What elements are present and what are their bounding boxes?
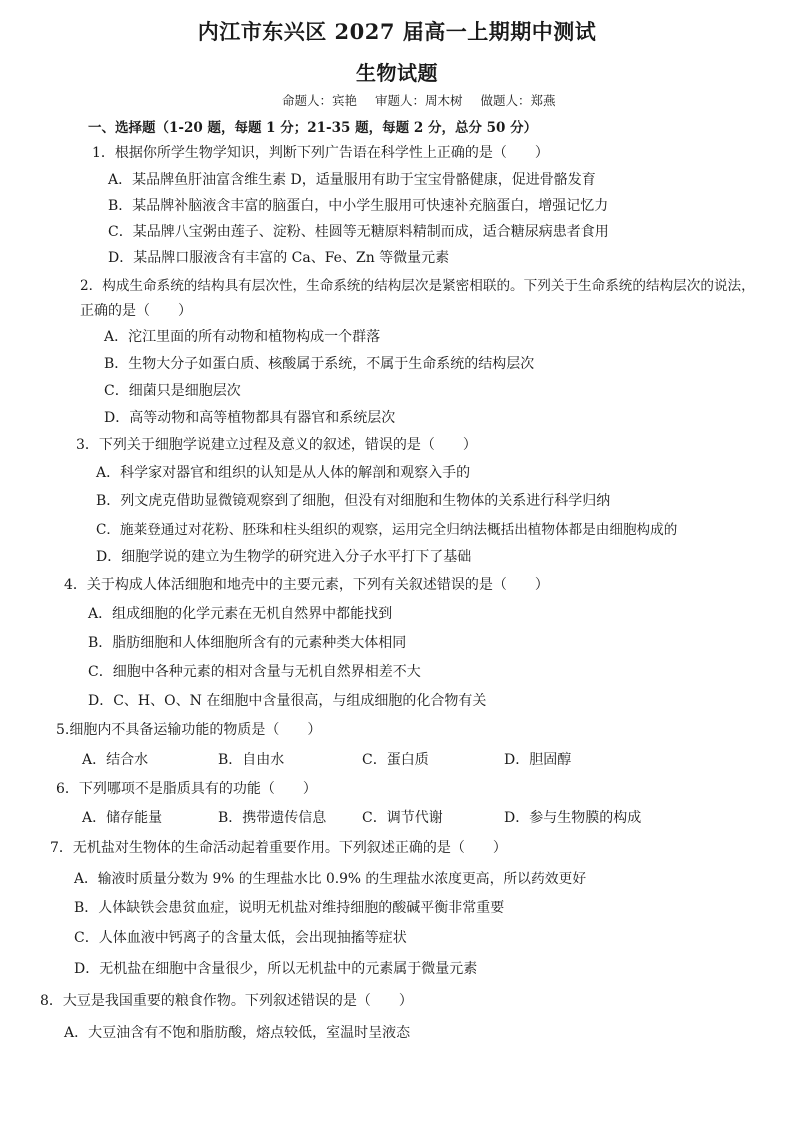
question-7-option-a: A．输液时质量分数为 9% 的生理盐水比 0.9% 的生理盐水浓度更高，所以药效更好 xyxy=(74,871,587,887)
question-6-option-d: D．参与生物膜的构成 xyxy=(504,810,642,826)
section-heading: 一、选择题（1-20 题，每题 1 分；21-35 题，每题 2 分，总分 50 分） xyxy=(88,120,538,136)
question-6-option-a: A．储存能量 xyxy=(82,810,163,826)
question-1-option-d: D．某品牌口服液含有丰富的 Ca、Fe、Zn 等微量元素 xyxy=(108,250,450,266)
question-2-stem: 2．构成生命系统的结构具有层次性，生命系统的结构层次是紧密相联的。下列关于生命系统的结构层次的说法， xyxy=(80,278,755,294)
question-3-stem: 3．下列关于细胞学说建立过程及意义的叙述，错误的是（ ） xyxy=(76,437,477,453)
question-2-stem-continued: 正确的是（ ） xyxy=(80,303,192,319)
question-8-option-a: A．大豆油含有不饱和脂肪酸，熔点较低，室温时呈液态 xyxy=(64,1025,411,1041)
question-7-option-c: C．人体血液中钙离子的含量太低，会出现抽搐等症状 xyxy=(74,930,407,946)
exam-title: 内江市东兴区 2027 届高一上期期中测试 xyxy=(197,19,597,44)
question-4-stem: 4．关于构成人体活细胞和地壳中的主要元素，下列有关叙述错误的是（ ） xyxy=(64,577,549,593)
question-3-option-a: A．科学家对器官和组织的认知是从人体的解剖和观察入手的 xyxy=(96,465,471,481)
question-4-option-d: D．C、H、O、N 在细胞中含量很高，与组成细胞的化合物有关 xyxy=(88,693,487,709)
question-2-option-a: A．沱江里面的所有动物和植物构成一个群落 xyxy=(104,329,381,345)
question-8-stem: 8．大豆是我国重要的粮食作物。下列叙述错误的是（ ） xyxy=(40,993,413,1009)
question-7-option-b: B．人体缺铁会患贫血症，说明无机盐对维持细胞的酸碱平衡非常重要 xyxy=(74,900,505,916)
question-7-option-d: D．无机盐在细胞中含量很少，所以无机盐中的元素属于微量元素 xyxy=(74,961,478,977)
question-1-option-b: B．某品牌补脑液含丰富的脑蛋白，中小学生服用可快速补充脑蛋白，增强记忆力 xyxy=(108,198,609,214)
question-6-option-c: C．调节代谢 xyxy=(362,810,443,826)
author-solver: 做题人：郑燕 xyxy=(480,93,556,108)
question-3-option-c: C．施莱登通过对花粉、胚珠和柱头组织的观察，运用完全归纳法概括出植物体都是由细胞构成的 xyxy=(96,522,678,538)
question-5-option-b: B．自由水 xyxy=(218,752,285,768)
question-5-option-a: A．结合水 xyxy=(82,752,149,768)
question-3-option-d: D．细胞学说的建立为生物学的研究进入分子水平打下了基础 xyxy=(96,549,472,565)
authors-line xyxy=(282,91,570,109)
question-3-option-b: B．列文虎克借助显微镜观察到了细胞，但没有对细胞和生物体的关系进行科学归纳 xyxy=(96,493,611,509)
question-5-stem: 5.细胞内不具备运输功能的物质是（ ） xyxy=(56,722,322,738)
author-reviewer: 审题人：周木树 xyxy=(375,93,463,108)
question-2-option-d: D．高等动物和高等植物都具有器官和系统层次 xyxy=(104,410,396,426)
exam-subtitle: 生物试题 xyxy=(356,61,438,85)
question-4-option-a: A．组成细胞的化学元素在无机自然界中都能找到 xyxy=(88,606,393,622)
question-2-option-b: B．生物大分子如蛋白质、核酸属于系统，不属于生命系统的结构层次 xyxy=(104,356,535,372)
question-1-option-c: C．某品牌八宝粥由莲子、淀粉、桂圆等无糖原料精制而成，适合糖尿病患者食用 xyxy=(108,224,609,240)
question-1-stem: 1．根据你所学生物学知识，判断下列广告语在科学性上正确的是（ ） xyxy=(92,145,549,161)
question-5-option-d: D．胆固醇 xyxy=(504,752,572,768)
question-6-stem: 6．下列哪项不是脂质具有的功能（ ） xyxy=(56,781,317,797)
author-setter: 命题人：宾艳 xyxy=(282,93,358,108)
question-4-option-b: B．脂肪细胞和人体细胞所含有的元素种类大体相同 xyxy=(88,635,407,651)
question-7-stem: 7．无机盐对生物体的生命活动起着重要作用。下列叙述正确的是（ ） xyxy=(50,840,507,856)
question-1-option-a: A．某品牌鱼肝油富含维生素 D，适量服用有助于宝宝骨骼健康，促进骨骼发育 xyxy=(108,172,596,188)
question-4-option-c: C．细胞中各种元素的相对含量与无机自然界相差不大 xyxy=(88,664,421,680)
question-6-option-b: B．携带遗传信息 xyxy=(218,810,327,826)
question-5-option-c: C．蛋白质 xyxy=(362,752,429,768)
question-2-option-c: C．细菌只是细胞层次 xyxy=(104,383,241,399)
